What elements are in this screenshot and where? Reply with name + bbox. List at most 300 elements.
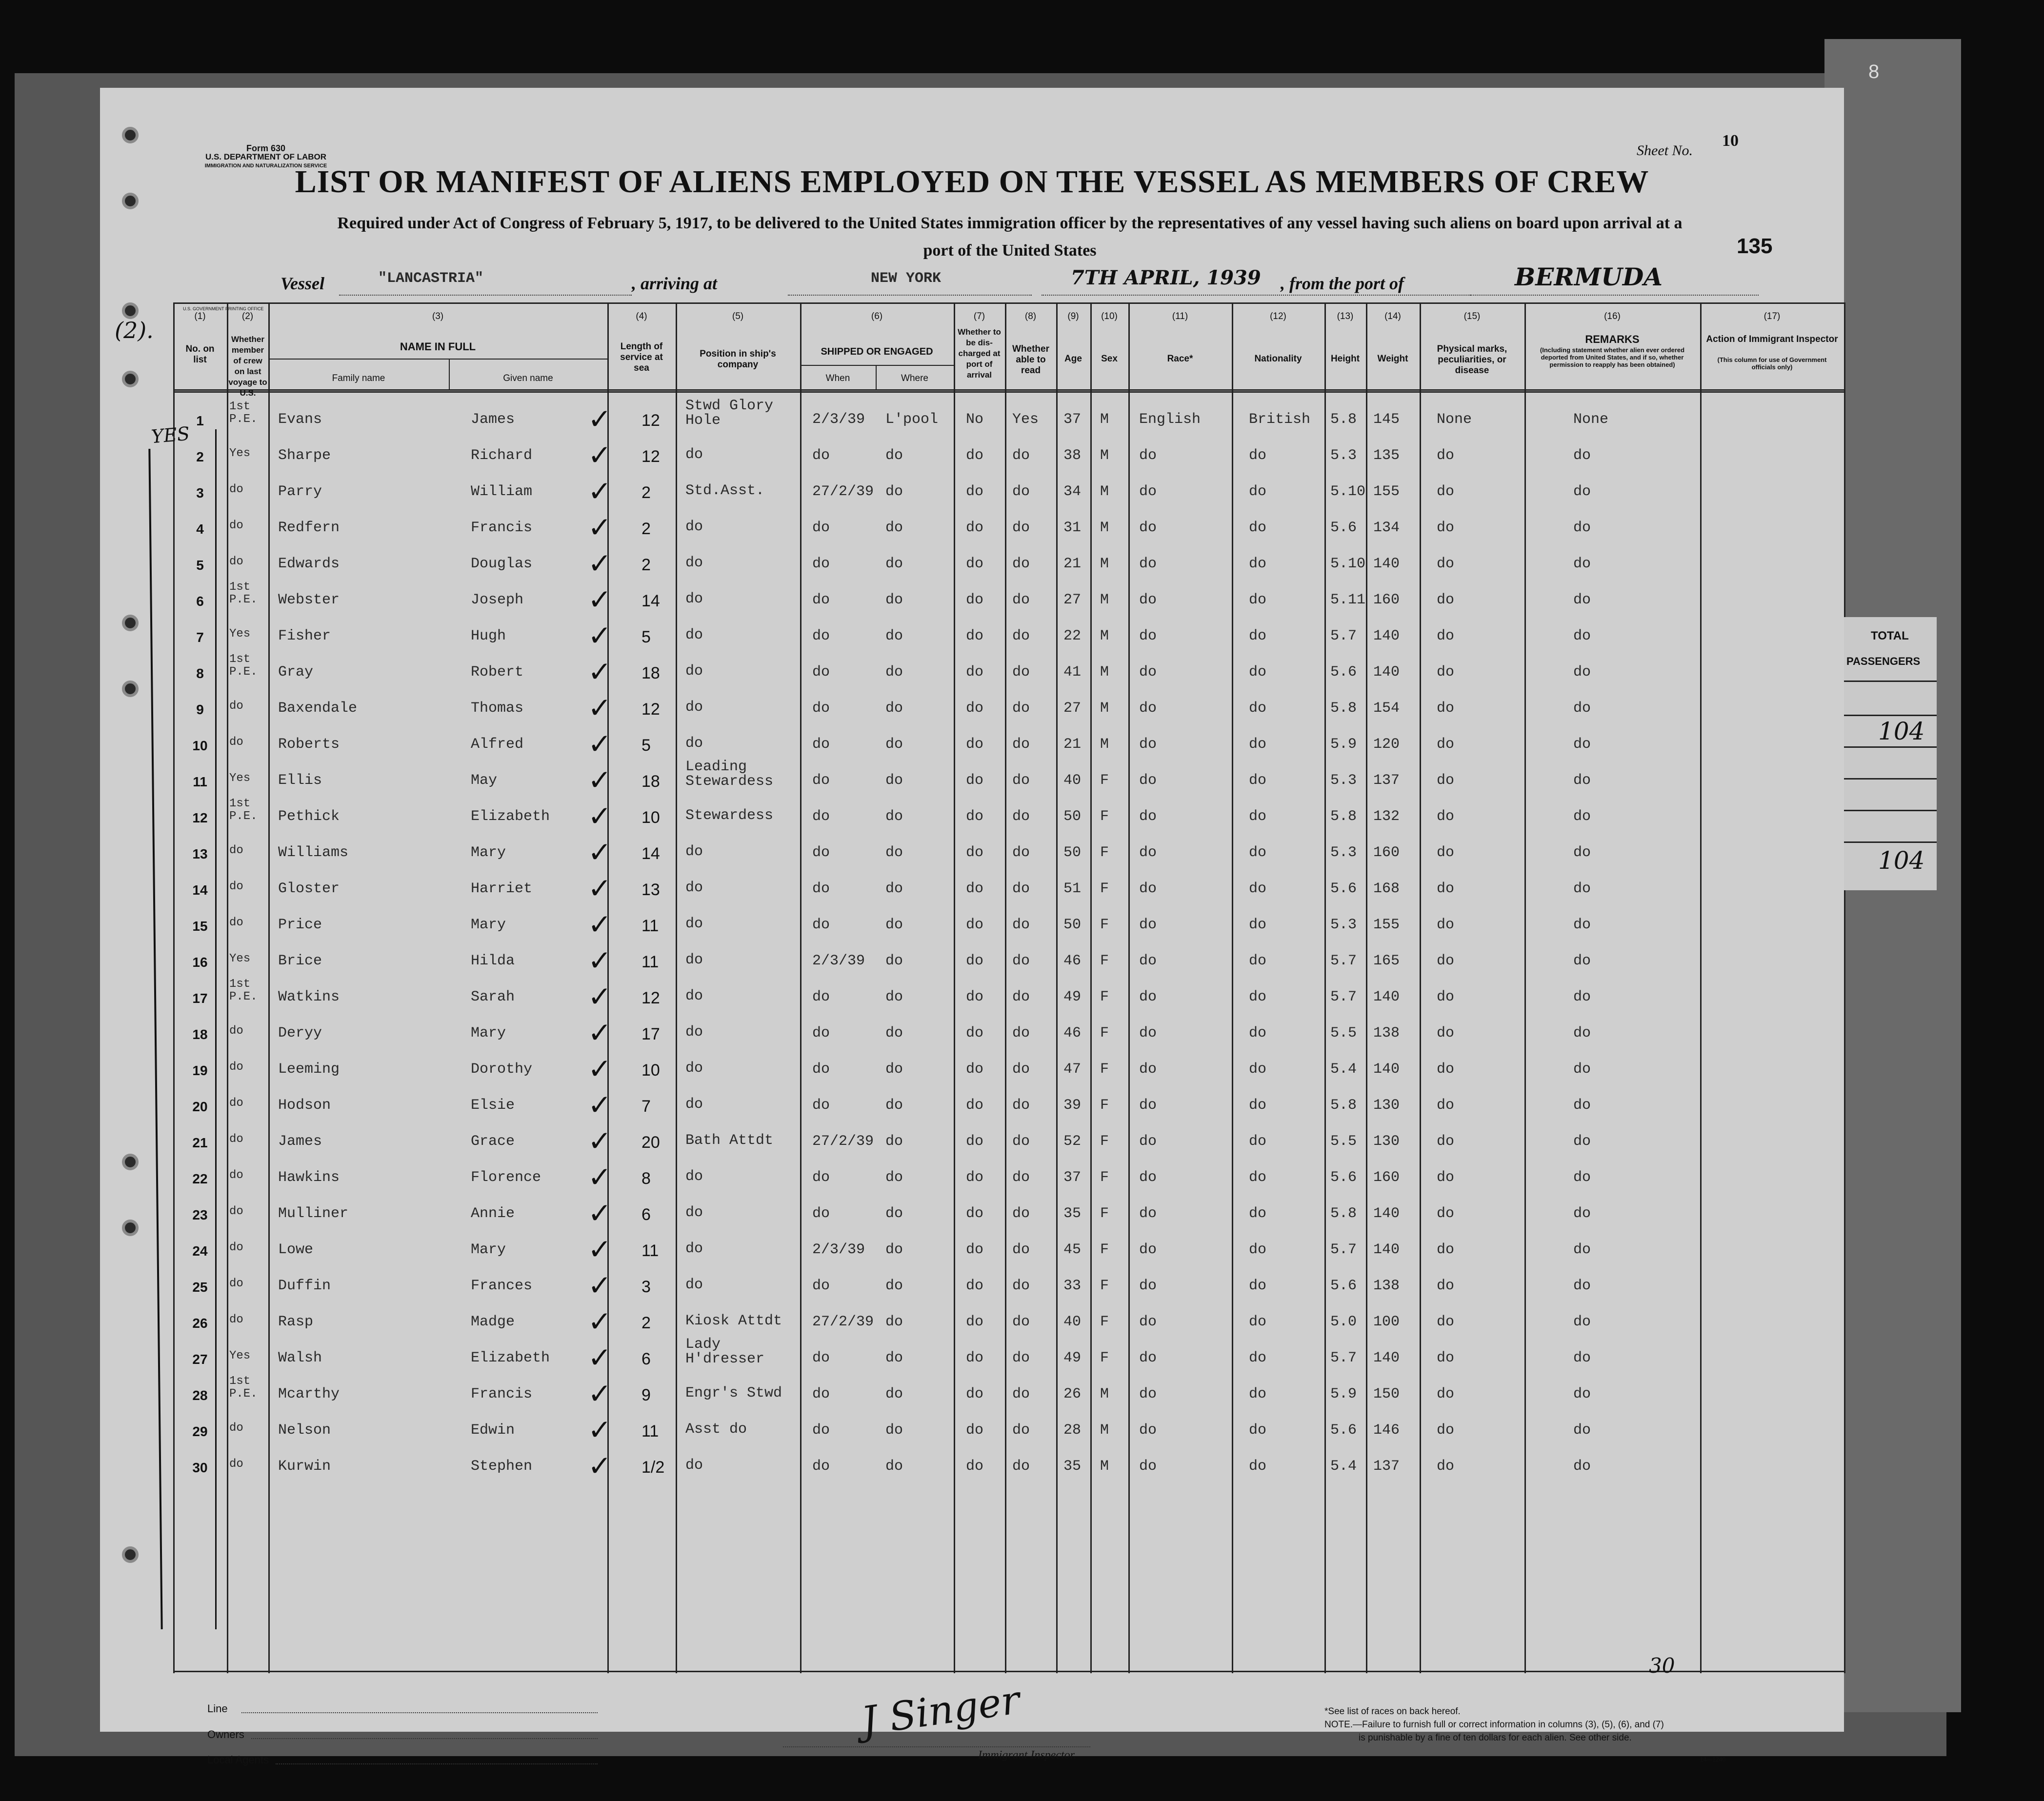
cell-position: Bath Attdt — [685, 1132, 774, 1149]
cell-age: 40 — [1063, 1314, 1082, 1330]
cell-weight: 160 — [1373, 592, 1400, 608]
cell-sex: F — [1100, 772, 1109, 789]
cell-remarks: do — [1573, 1386, 1591, 1402]
header-remarks-note: (Including statement whether alien ever ordered deported from United States, and if so, whether permission to reapply has been obtained) — [1540, 346, 1685, 368]
cell-physical-marks: do — [1437, 520, 1455, 536]
cell-discharged: do — [966, 1169, 984, 1186]
cell-race: do — [1139, 1061, 1157, 1078]
cell-weight: 140 — [1373, 664, 1400, 680]
check-mark-icon: ✓ — [588, 837, 612, 868]
check-mark-icon: ✓ — [588, 512, 612, 543]
col-number: (3) — [432, 311, 444, 321]
check-mark-icon: ✓ — [588, 548, 612, 580]
cell-sex: F — [1100, 844, 1109, 861]
cell-given-name: Sarah — [471, 989, 515, 1005]
cell-given-name: Thomas — [471, 700, 524, 717]
cell-race: do — [1139, 1169, 1157, 1186]
cell-shipped-when: do — [812, 917, 830, 933]
cell-length-of-service: 5 — [641, 628, 651, 646]
col-number: (4) — [636, 311, 647, 321]
col-number: (16) — [1604, 311, 1621, 321]
subtitle-line-2: port of the United States — [923, 241, 1097, 260]
cell-crew-last-voyage: Yes — [229, 952, 251, 965]
cell-position: do — [685, 1096, 703, 1113]
check-mark-icon: ✓ — [588, 800, 612, 832]
cell-age: 50 — [1063, 808, 1082, 825]
cell-family-name: Fisher — [278, 628, 331, 644]
cell-position: Stwd Glory Hole — [685, 398, 774, 429]
check-mark-icon: ✓ — [588, 1306, 612, 1338]
cell-shipped-when: do — [812, 1061, 830, 1078]
cell-height: 5.5 — [1330, 1025, 1357, 1041]
cell-given-name: Mary — [471, 917, 506, 933]
cell-crew-last-voyage: 1st P.E. — [229, 580, 258, 606]
cell-height: 5.6 — [1330, 1278, 1357, 1294]
cell-age: 27 — [1063, 700, 1082, 717]
header-crew-last-voyage: Whether member of crew on last voyage to U.S. — [228, 335, 267, 398]
cell-crew-last-voyage: Yes — [229, 1349, 251, 1362]
cell-able-to-read: do — [1012, 808, 1030, 825]
cell-length-of-service: 5 — [641, 736, 651, 755]
cell-shipped-when: do — [812, 880, 830, 897]
cell-family-name: Williams — [278, 844, 349, 861]
cell-nationality: do — [1249, 447, 1267, 464]
cell-race: do — [1139, 953, 1157, 969]
cell-physical-marks: do — [1437, 1241, 1455, 1258]
cell-given-name: Mary — [471, 1241, 506, 1258]
cell-physical-marks: do — [1437, 953, 1455, 969]
row-number: 12 — [192, 810, 208, 825]
cell-sex: F — [1100, 1205, 1109, 1222]
cell-sex: M — [1100, 628, 1109, 644]
cell-family-name: Brice — [278, 953, 322, 969]
row-number: 4 — [196, 521, 204, 537]
cell-discharged: do — [966, 953, 984, 969]
cell-discharged: do — [966, 1241, 984, 1258]
cell-sex: F — [1100, 1350, 1109, 1366]
cell-able-to-read: do — [1012, 989, 1030, 1005]
cell-crew-last-voyage: do — [229, 916, 243, 929]
cell-family-name: Mulliner — [278, 1205, 349, 1222]
from-label: , from the port of — [1281, 274, 1404, 293]
cell-physical-marks: do — [1437, 592, 1455, 608]
cell-height: 5.6 — [1330, 520, 1357, 536]
cell-height: 5.8 — [1330, 700, 1357, 717]
cell-position: do — [685, 1241, 703, 1257]
cell-shipped-when: do — [812, 700, 830, 717]
cell-physical-marks: do — [1437, 483, 1455, 500]
col-number: (6) — [871, 311, 883, 321]
cell-weight: 168 — [1373, 880, 1400, 897]
cell-age: 46 — [1063, 953, 1082, 969]
cell-height: 5.6 — [1330, 664, 1357, 680]
cell-crew-last-voyage: do — [229, 1205, 243, 1218]
arriving-label: , arriving at — [632, 274, 718, 293]
cell-nationality: do — [1249, 483, 1267, 500]
sheet-number — [1637, 132, 1739, 159]
cell-able-to-read: do — [1012, 1458, 1030, 1475]
cell-crew-last-voyage: 1st P.E. — [229, 797, 258, 823]
cell-remarks: do — [1573, 592, 1591, 608]
cell-age: 22 — [1063, 628, 1082, 644]
service: IMMIGRATION AND NATURALIZATION SERVICE — [204, 163, 327, 169]
cell-height: 5.7 — [1330, 1241, 1357, 1258]
check-mark-icon: ✓ — [588, 1125, 612, 1157]
cell-able-to-read: Yes — [1012, 411, 1039, 428]
cell-family-name: Webster — [278, 592, 340, 608]
cell-remarks: do — [1573, 1278, 1591, 1294]
cell-shipped-where: do — [885, 953, 903, 969]
cell-remarks: do — [1573, 1422, 1591, 1439]
cell-family-name: Mcarthy — [278, 1386, 340, 1402]
cell-shipped-where: do — [885, 1314, 903, 1330]
cell-race: do — [1139, 1278, 1157, 1294]
header-race: Race* — [1167, 354, 1193, 364]
cell-height: 5.10 — [1330, 483, 1366, 500]
cell-physical-marks: do — [1437, 736, 1455, 753]
cell-race: do — [1139, 917, 1157, 933]
from-port: BERMUDA — [1515, 262, 1663, 291]
cell-age: 31 — [1063, 520, 1082, 536]
cell-remarks: do — [1573, 1061, 1591, 1078]
cell-age: 51 — [1063, 880, 1082, 897]
cell-given-name: May — [471, 772, 498, 789]
cell-weight: 165 — [1373, 953, 1400, 969]
margin-note: (2). — [115, 317, 154, 343]
cell-nationality: do — [1249, 1386, 1267, 1402]
cell-discharged: do — [966, 447, 984, 464]
cell-able-to-read: do — [1012, 1314, 1030, 1330]
row-number: 22 — [192, 1171, 208, 1186]
cell-length-of-service: 12 — [641, 411, 660, 430]
check-mark-icon: ✓ — [588, 1234, 612, 1265]
cell-shipped-when: do — [812, 1386, 830, 1402]
cell-remarks: do — [1573, 664, 1591, 680]
cell-height: 5.8 — [1330, 808, 1357, 825]
cell-sex: F — [1100, 1314, 1109, 1330]
cell-position: do — [685, 1277, 703, 1293]
cell-weight: 140 — [1373, 1241, 1400, 1258]
header-inspector-note: (This column for use of Government officials only) — [1717, 356, 1827, 371]
col-number: (11) — [1172, 311, 1188, 321]
cell-weight: 154 — [1373, 700, 1400, 717]
binder-hole — [122, 1546, 139, 1563]
cell-family-name: Sharpe — [278, 447, 331, 464]
cell-nationality: do — [1249, 1314, 1267, 1330]
cell-length-of-service: 14 — [641, 844, 660, 863]
cell-nationality: do — [1249, 628, 1267, 644]
cell-nationality: do — [1249, 772, 1267, 789]
cell-crew-last-voyage: do — [229, 555, 243, 568]
tally-title: TOTAL — [1871, 629, 1909, 642]
cell-shipped-when: do — [812, 1025, 830, 1041]
cell-shipped-where: do — [885, 917, 903, 933]
cell-sex: M — [1100, 411, 1109, 428]
cell-race: do — [1139, 700, 1157, 717]
cell-physical-marks: do — [1437, 447, 1455, 464]
cell-nationality: do — [1249, 1241, 1267, 1258]
cell-height: 5.10 — [1330, 556, 1366, 572]
cell-height: 5.8 — [1330, 1205, 1357, 1222]
cell-weight: 140 — [1373, 1205, 1400, 1222]
cell-physical-marks: do — [1437, 700, 1455, 717]
check-mark-icon: ✓ — [588, 440, 612, 471]
cell-height: 5.6 — [1330, 880, 1357, 897]
cell-given-name: Joseph — [471, 592, 524, 608]
cell-length-of-service: 13 — [641, 880, 660, 899]
cell-length-of-service: 10 — [641, 1061, 660, 1080]
cell-nationality: do — [1249, 808, 1267, 825]
cell-nationality: do — [1249, 1458, 1267, 1475]
cell-given-name: Elizabeth — [471, 808, 550, 825]
cell-physical-marks: do — [1437, 772, 1455, 789]
cell-length-of-service: 11 — [641, 953, 659, 971]
header-length-of-service: Length of service at sea — [620, 341, 663, 373]
cell-remarks: do — [1573, 917, 1591, 933]
cell-discharged: do — [966, 520, 984, 536]
row-number: 16 — [192, 955, 208, 970]
check-mark-icon: ✓ — [588, 584, 612, 616]
cell-shipped-where: do — [885, 989, 903, 1005]
cell-given-name: Edwin — [471, 1422, 515, 1439]
cell-crew-last-voyage: do — [229, 844, 243, 857]
row-number: 20 — [192, 1099, 208, 1114]
cell-nationality: do — [1249, 1350, 1267, 1366]
row-number: 1 — [196, 413, 204, 428]
cell-height: 5.4 — [1330, 1458, 1357, 1475]
cell-nationality: do — [1249, 917, 1267, 933]
cell-nationality: do — [1249, 556, 1267, 572]
check-mark-icon: ✓ — [588, 1053, 612, 1085]
cell-sex: F — [1100, 1025, 1109, 1041]
cell-weight: 140 — [1373, 1350, 1400, 1366]
cell-height: 5.3 — [1330, 772, 1357, 789]
check-mark-icon: ✓ — [588, 981, 612, 1013]
cell-nationality: do — [1249, 953, 1267, 969]
cell-sex: F — [1100, 1169, 1109, 1186]
tally-value: 104 — [1878, 846, 1925, 875]
cell-family-name: Gloster — [278, 880, 340, 897]
cell-family-name: Rasp — [278, 1314, 314, 1330]
cell-sex: F — [1100, 880, 1109, 897]
cell-shipped-when: do — [812, 1097, 830, 1114]
cell-discharged: do — [966, 1278, 984, 1294]
cell-position: Asst do — [685, 1421, 747, 1438]
cell-crew-last-voyage: Yes — [229, 627, 251, 640]
cell-sex: M — [1100, 1422, 1109, 1439]
row-number: 28 — [192, 1388, 208, 1403]
cell-race: do — [1139, 520, 1157, 536]
check-mark-icon: ✓ — [588, 1414, 612, 1446]
cell-nationality: do — [1249, 1025, 1267, 1041]
voyage-line — [281, 262, 1759, 302]
cell-remarks: do — [1573, 1169, 1591, 1186]
check-mark-icon: ✓ — [588, 1089, 612, 1121]
cell-height: 5.7 — [1330, 628, 1357, 644]
header-physical-marks: Physical marks, peculiarities, or disease — [1437, 344, 1507, 376]
check-mark-icon: ✓ — [588, 1161, 612, 1193]
col-number: (10) — [1101, 311, 1118, 321]
footer-line — [207, 1702, 228, 1715]
cell-sex: M — [1100, 736, 1109, 753]
col-number: (5) — [732, 311, 744, 321]
cell-length-of-service: 20 — [641, 1133, 660, 1152]
row-number: 14 — [192, 882, 208, 898]
cell-length-of-service: 10 — [641, 808, 660, 827]
cell-race: do — [1139, 592, 1157, 608]
cell-given-name: Hilda — [471, 953, 515, 969]
cell-nationality: do — [1249, 700, 1267, 717]
row-number: 8 — [196, 666, 204, 681]
cell-age: 37 — [1063, 1169, 1082, 1186]
cell-weight: 138 — [1373, 1025, 1400, 1041]
cell-given-name: Madge — [471, 1314, 515, 1330]
row-number: 26 — [192, 1316, 208, 1331]
cell-height: 5.8 — [1330, 1097, 1357, 1114]
cell-nationality: do — [1249, 1061, 1267, 1078]
note-races: *See list of races on back hereof. — [1324, 1706, 1461, 1717]
cell-family-name: Hodson — [278, 1097, 331, 1114]
cell-sex: M — [1100, 1458, 1109, 1475]
check-mark-icon: ✓ — [588, 403, 612, 435]
cell-remarks: do — [1573, 700, 1591, 717]
header-family-name: Family name — [332, 373, 385, 383]
cell-discharged: do — [966, 844, 984, 861]
cell-physical-marks: do — [1437, 1422, 1455, 1439]
cell-able-to-read: do — [1012, 1241, 1030, 1258]
cell-height: 5.9 — [1330, 1386, 1357, 1402]
cell-physical-marks: do — [1437, 1386, 1455, 1402]
cell-given-name: Douglas — [471, 556, 533, 572]
cell-shipped-where: do — [885, 1386, 903, 1402]
cell-discharged: do — [966, 664, 984, 680]
cell-remarks: do — [1573, 1205, 1591, 1222]
cell-age: 49 — [1063, 989, 1082, 1005]
cell-able-to-read: do — [1012, 1169, 1030, 1186]
cell-remarks: do — [1573, 808, 1591, 825]
cell-weight: 140 — [1373, 989, 1400, 1005]
cell-length-of-service: 3 — [641, 1278, 651, 1296]
cell-sex: F — [1100, 1278, 1109, 1294]
cell-position: Kiosk Attdt — [685, 1313, 782, 1329]
cell-physical-marks: do — [1437, 1314, 1455, 1330]
row-number: 17 — [192, 991, 208, 1006]
cell-race: do — [1139, 808, 1157, 825]
cell-physical-marks: do — [1437, 1025, 1455, 1041]
cell-race: do — [1139, 1314, 1157, 1330]
header-weight: Weight — [1377, 354, 1408, 364]
cell-family-name: Redfern — [278, 520, 340, 536]
cell-shipped-where: do — [885, 483, 903, 500]
check-mark-icon: ✓ — [588, 476, 612, 507]
cell-given-name: Alfred — [471, 736, 524, 753]
cell-race: do — [1139, 447, 1157, 464]
cell-position: do — [685, 591, 703, 607]
cell-shipped-when: 27/2/39 — [812, 483, 874, 500]
cell-physical-marks: do — [1437, 808, 1455, 825]
cell-given-name: Mary — [471, 844, 506, 861]
cell-sex: M — [1100, 700, 1109, 717]
cell-race: do — [1139, 1458, 1157, 1475]
cell-remarks: do — [1573, 1097, 1591, 1114]
cell-length-of-service: 2 — [641, 520, 651, 538]
cell-weight: 132 — [1373, 808, 1400, 825]
row-number: 23 — [192, 1207, 208, 1222]
cell-able-to-read: do — [1012, 844, 1030, 861]
corner-mark: 8 — [1868, 61, 1880, 82]
cell-given-name: Dorothy — [471, 1061, 533, 1078]
cell-position: Engr's Stwd — [685, 1385, 782, 1401]
cell-position: do — [685, 916, 703, 932]
inspector-signature: J Singer — [859, 1677, 1023, 1744]
cell-age: 46 — [1063, 1025, 1082, 1041]
cell-position: do — [685, 627, 703, 643]
cell-height: 5.7 — [1330, 953, 1357, 969]
cell-physical-marks: do — [1437, 1278, 1455, 1294]
cell-remarks: do — [1573, 844, 1591, 861]
check-mark-icon: ✓ — [588, 656, 612, 688]
col-number: (9) — [1067, 311, 1079, 321]
header-shipped-engaged: SHIPPED OR ENGAGED — [821, 346, 933, 357]
check-mark-icon: ✓ — [588, 945, 612, 977]
cell-family-name: Leeming — [278, 1061, 340, 1078]
cell-nationality: do — [1249, 592, 1267, 608]
row-number: 30 — [192, 1460, 208, 1475]
cell-race: English — [1139, 411, 1201, 428]
cell-physical-marks: do — [1437, 1350, 1455, 1366]
cell-position: Lady H'dresser — [685, 1336, 765, 1367]
cell-length-of-service: 2 — [641, 483, 651, 502]
cell-able-to-read: do — [1012, 1133, 1030, 1150]
cell-shipped-where: do — [885, 1133, 903, 1150]
cell-discharged: do — [966, 1314, 984, 1330]
cell-family-name: Hawkins — [278, 1169, 340, 1186]
col-number: (13) — [1337, 311, 1354, 321]
cell-length-of-service: 11 — [641, 1241, 659, 1260]
cell-able-to-read: do — [1012, 880, 1030, 897]
col-number: (12) — [1270, 311, 1286, 321]
header-discharged: Whether to be dis-charged at port of arrival — [958, 327, 1001, 380]
cell-age: 45 — [1063, 1241, 1082, 1258]
cell-race: do — [1139, 1205, 1157, 1222]
cell-height: 5.7 — [1330, 1350, 1357, 1366]
department: U.S. DEPARTMENT OF LABOR — [205, 152, 327, 161]
cell-race: do — [1139, 1241, 1157, 1258]
cell-given-name: Francis — [471, 520, 533, 536]
cell-discharged: do — [966, 628, 984, 644]
cell-shipped-when: 2/3/39 — [812, 953, 865, 969]
cell-able-to-read: do — [1012, 736, 1030, 753]
cell-shipped-where: do — [885, 1350, 903, 1366]
col-number: (7) — [973, 311, 985, 321]
check-mark-icon: ✓ — [588, 1450, 612, 1482]
cell-family-name: Parry — [278, 483, 322, 500]
cell-physical-marks: do — [1437, 1458, 1455, 1475]
subtitle-line-1: Required under Act of Congress of February 5, 1917, to be delivered to the United States immigration officer by the representatives of any vessel having such aliens on board upon arrival at a — [337, 214, 1683, 232]
cell-sex: F — [1100, 808, 1109, 825]
cell-length-of-service: 6 — [641, 1350, 651, 1368]
cell-position: do — [685, 735, 703, 752]
cell-able-to-read: do — [1012, 1097, 1030, 1114]
sheet-value: 10 — [1722, 132, 1739, 150]
cell-shipped-where: do — [885, 1458, 903, 1475]
footer-agents-label: Local Agents — [207, 1754, 269, 1766]
subtitle — [168, 210, 1851, 264]
footer-owners — [207, 1728, 244, 1741]
cell-family-name: Price — [278, 917, 322, 933]
cell-shipped-when: do — [812, 736, 830, 753]
row-number: 3 — [196, 485, 204, 500]
